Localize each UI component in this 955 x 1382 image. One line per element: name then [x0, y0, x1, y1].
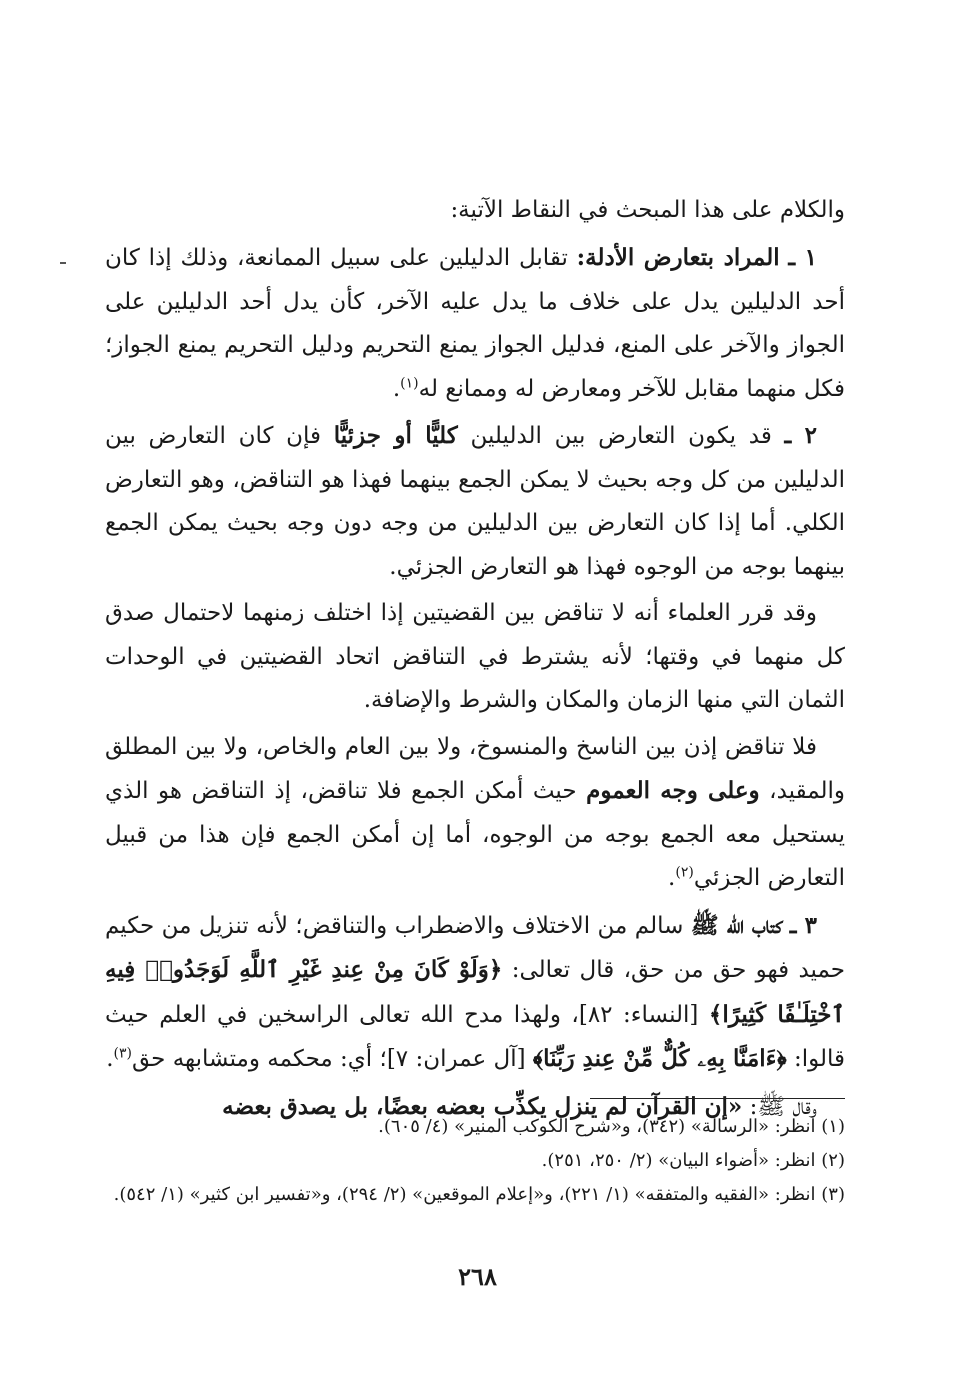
paragraph-text: حيث أمكن الجمع فلا تناقض، إذ التناقض هو الذي يستحيل معه الجمع بوجه من الوجوه، أما إن أمكن الجمع فإن هذا من قبيل التعارض الجزئي: [105, 778, 845, 891]
item-number: ١ ـ: [788, 244, 817, 271]
paragraph-3: وقد قرر العلماء أنه لا تناقض بين القضيتين إذا اختلف زمنهما لاحتمال صدق كل منهما في وقتها؛ لأنه يشترط في التناقض اتحاد القضيتين في الوحدات الثمان التي منها الزمان والمكان والشرط والإضافة.: [105, 600, 845, 713]
paragraph-text: سالم من الاختلاف والاضطراب والتناقض؛ لأنه تنزيل من حكيم حميد فهو حق من حق، قال تعالى:: [105, 912, 845, 983]
bold-phrase: وعلى وجه العموم: [586, 777, 760, 804]
footnote-2: (٢) انظر: «أضواء البيان» (٢/ ٢٥٠، ٢٥١).: [541, 1150, 845, 1171]
paragraph-text: وقال ﷺ:: [749, 1093, 817, 1120]
footnote-ref[interactable]: (١): [400, 374, 419, 391]
period: .: [392, 375, 401, 402]
item-number: ٣ ـ: [789, 911, 818, 939]
footnote-1: (١) انظر: «الرسالة» (٣٤٢)، و«شرح الكوكب المنير» (٤/ ٦٠٥).: [378, 1116, 845, 1137]
paragraph-5: [105, 904, 845, 1082]
hadith-quote: «إن القرآن لم ينزل يكذِّب بعضه بعضًا، بل يصدق بعضه: [222, 1092, 743, 1120]
footnotes: [105, 1110, 845, 1212]
bold-heading: كتاب الله ﷺ: [690, 911, 783, 939]
item-number: ٢ ـ: [784, 422, 817, 449]
paragraph-text: فإن كان التعارض بين الدليلين من كل وجه بحيث لا يمكن الجمع بينهما فهذا هو التناقض، وهو التعارض الكلي. أما إذا كان التعارض بين الدليلين من وجه دون وجه بحيث يمكن الجمع بينهما بوجه من الوجوه فهذا هو التعارض الجزئي.: [105, 423, 845, 580]
main-text: [105, 188, 845, 1132]
paragraph-text: فلا تناقض إذن بين الناسخ والمنسوخ، ولا بين العام والخاص، ولا بين المطلق والمقيد،: [105, 733, 846, 804]
quran-quote: ﴿وَلَوْ كَانَ مِنْ عِندِ غَيْرِ ٱللَّهِ لَوَجَدُوا۟ فِيهِ ٱخْتِلَـٰفًا كَثِيرًا﴾: [105, 956, 846, 1028]
footnote-3: (٣) انظر: «الفقيه والمتفقه» (١/ ٢٢١)، و«إعلام الموقعين» (٢/ ٢٩٤)، و«تفسير ابن كثير» (١/ ٥٤٢).: [113, 1184, 845, 1205]
paragraph-text: [النساء: ٨٢]، ولهذا مدح الله تعالى الراسخين في العلم حيث قالوا:: [105, 1001, 845, 1072]
period: .: [668, 865, 676, 891]
footnote-separator: [590, 1098, 845, 1099]
paragraph-4: [105, 726, 845, 901]
bold-phrase: كليًّا أو جزئيًّا: [333, 422, 458, 449]
paragraph-1: [105, 236, 845, 411]
footnote-ref[interactable]: (٢): [675, 864, 694, 881]
paragraph-2: [105, 414, 845, 589]
quran-quote: ﴿ءَامَنَّا بِهِۦ كُلٌّ مِّنْ عِندِ رَبِّنَا﴾: [532, 1045, 787, 1072]
bold-heading: المراد بتعارض الأدلة:: [576, 244, 780, 271]
margin-mark: [60, 262, 66, 264]
footnote-ref[interactable]: (٣): [113, 1045, 132, 1062]
paragraph-text: قد يكون التعارض بين الدليلين: [470, 423, 772, 449]
page-number: ٢٦٨: [458, 1262, 497, 1291]
paragraph-text: [آل عمران: ٧]؛ أي: محكمه ومتشابهه حق: [132, 1046, 526, 1072]
intro-line: والكلام على هذا المبحث في النقاط الآتية:: [450, 197, 845, 223]
paragraph-text: تقابل الدليلين على سبيل الممانعة، وذلك إذا كان أحد الدليلين يدل على خلاف ما يدل عليه الآخر، كأن يدل أحد الدليلين على الجواز والآخر على المنع، فدليل الجواز يمنع التحريم ودليل التحريم يمنع الجواز؛ فكل منهما مقابل للآخر ومعارض له وممانع له: [105, 245, 845, 402]
period: .: [106, 1046, 114, 1072]
